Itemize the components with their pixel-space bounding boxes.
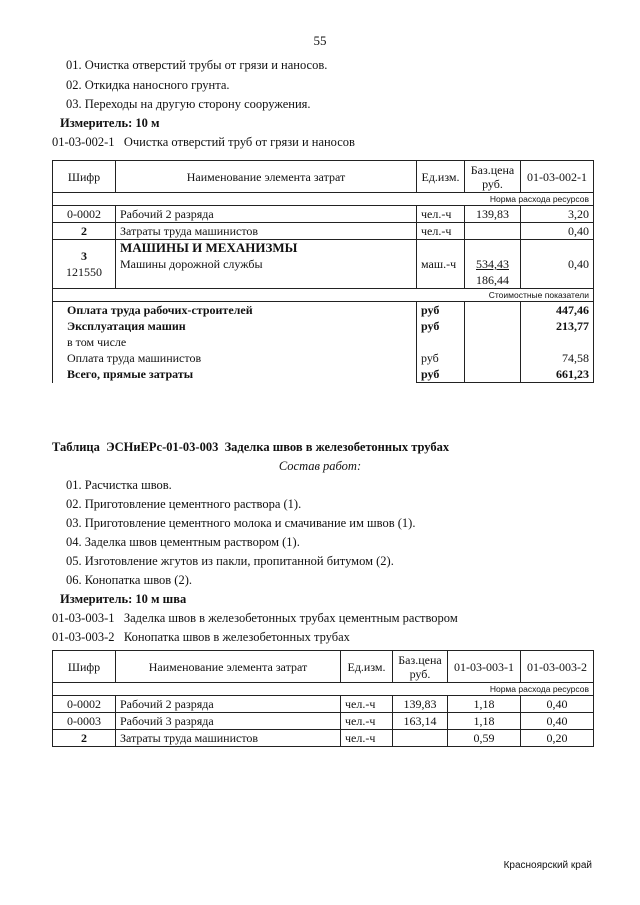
row-price: 139,83 — [393, 696, 448, 713]
header-price: Баз.цена руб. — [393, 651, 448, 683]
code-line: 01-03-002-1 Очистка отверстий труб от грязи и наносов — [52, 135, 355, 149]
work-item: 01. Очистка отверстий трубы от грязи и наносов. — [66, 58, 328, 72]
cost-unit: руб — [421, 303, 440, 317]
cost-name: Всего, прямые затраты — [67, 367, 194, 381]
cost-label: Стоимостные показатели — [53, 289, 594, 302]
row-unit: чел.-ч — [341, 696, 393, 713]
cost-name: Оплата труда рабочих-строителей — [67, 303, 253, 317]
header-norm-code: 01-03-003-1 — [448, 651, 521, 683]
row-code: 0-0002 — [53, 206, 116, 223]
page-number: 55 — [313, 33, 327, 48]
row-code: 121550 — [66, 265, 102, 279]
header-unit: Ед.изм. — [341, 651, 393, 683]
footer-region: Красноярский край — [503, 860, 592, 871]
work-item: 02. Приготовление цементного раствора (1). — [66, 497, 302, 511]
row-price: 534,43 — [476, 257, 509, 271]
row-code: 2 — [53, 223, 116, 240]
row-code: 0-0002 — [53, 696, 116, 713]
row-code: 2 — [53, 730, 116, 747]
row-unit: чел.-ч — [417, 206, 465, 223]
cost-unit: руб — [421, 319, 440, 333]
cost-name: в том числе — [67, 335, 127, 349]
header-norm-code: 01-03-002-1 — [521, 161, 594, 193]
row-value: 1,18 — [448, 713, 521, 730]
header-code: Шифр — [53, 161, 116, 193]
cost-name: Эксплуатация машин — [67, 319, 186, 333]
header-price: Баз.цена руб. — [465, 161, 521, 193]
header-unit: Ед.изм. — [417, 161, 465, 193]
cost-unit: руб — [421, 367, 440, 381]
row-name: Рабочий 2 разряда — [116, 696, 341, 713]
row-name: Рабочий 3 разряда — [116, 713, 341, 730]
resource-table-1 — [52, 160, 594, 383]
composition-heading: Состав работ: — [278, 459, 362, 473]
work-item: 04. Заделка швов цементным раствором (1). — [66, 535, 300, 549]
row-value: 0,59 — [448, 730, 521, 747]
row-value: 0,40 — [521, 223, 594, 240]
row-price: 139,83 — [465, 206, 521, 223]
row-price-secondary: 186,44 — [476, 273, 509, 287]
meter-label: Измеритель: 10 м — [60, 116, 160, 130]
row-unit: чел.-ч — [341, 713, 393, 730]
row-value: 0,40 — [568, 257, 589, 271]
code-line: 01-03-003-2 Конопатка швов в железобетонных трубах — [52, 630, 350, 644]
resource-table-2 — [52, 650, 594, 747]
work-item: 01. Расчистка швов. — [66, 478, 172, 492]
row-unit: маш.-ч — [421, 257, 457, 271]
norm-label: Норма расхода ресурсов — [53, 193, 594, 206]
header-name: Наименование элемента затрат — [116, 161, 417, 193]
row-value: 3,20 — [521, 206, 594, 223]
cost-value: 661,23 — [556, 367, 589, 381]
work-item: 03. Переходы на другую сторону сооружения. — [66, 97, 311, 111]
row-value: 0,40 — [521, 713, 594, 730]
header-code: Шифр — [53, 651, 116, 683]
header-name: Наименование элемента затрат — [116, 651, 341, 683]
work-item: 05. Изготовление жгутов из пакли, пропитанной битумом (2). — [66, 554, 394, 568]
table-title: Таблица ЭСНиЕРс-01-03-003 Заделка швов в железобетонных трубах — [52, 440, 450, 454]
row-value: 0,40 — [521, 696, 594, 713]
row-value: 1,18 — [448, 696, 521, 713]
section-title: МАШИНЫ И МЕХАНИЗМЫ — [120, 240, 298, 255]
row-name: Машины дорожной службы — [120, 257, 263, 271]
row-name: Затраты труда машинистов — [116, 730, 341, 747]
cost-value: 74,58 — [562, 351, 589, 365]
row-unit: чел.-ч — [417, 223, 465, 240]
cost-unit: руб — [421, 351, 439, 365]
code-line: 01-03-003-1 Заделка швов в железобетонных трубах цементным раствором — [52, 611, 458, 625]
row-value: 0,20 — [521, 730, 594, 747]
row-code: 0-0003 — [53, 713, 116, 730]
cost-name: Оплата труда машинистов — [67, 351, 202, 365]
work-item: 06. Конопатка швов (2). — [66, 573, 193, 587]
row-price — [465, 223, 521, 240]
row-name: Рабочий 2 разряда — [116, 206, 417, 223]
work-item: 03. Приготовление цементного молока и смачивание им швов (1). — [66, 516, 416, 530]
row-unit: чел.-ч — [341, 730, 393, 747]
norm-label: Норма расхода ресурсов — [53, 683, 594, 696]
work-item: 02. Откидка наносного грунта. — [66, 78, 230, 92]
header-norm-code: 01-03-003-2 — [521, 651, 594, 683]
cost-value: 213,77 — [556, 319, 589, 333]
row-price: 163,14 — [393, 713, 448, 730]
meter-label: Измеритель: 10 м шва — [60, 592, 187, 606]
row-price — [393, 730, 448, 747]
cost-value: 447,46 — [556, 303, 589, 317]
row-name: Затраты труда машинистов — [116, 223, 417, 240]
section-code: 3 — [81, 249, 87, 263]
